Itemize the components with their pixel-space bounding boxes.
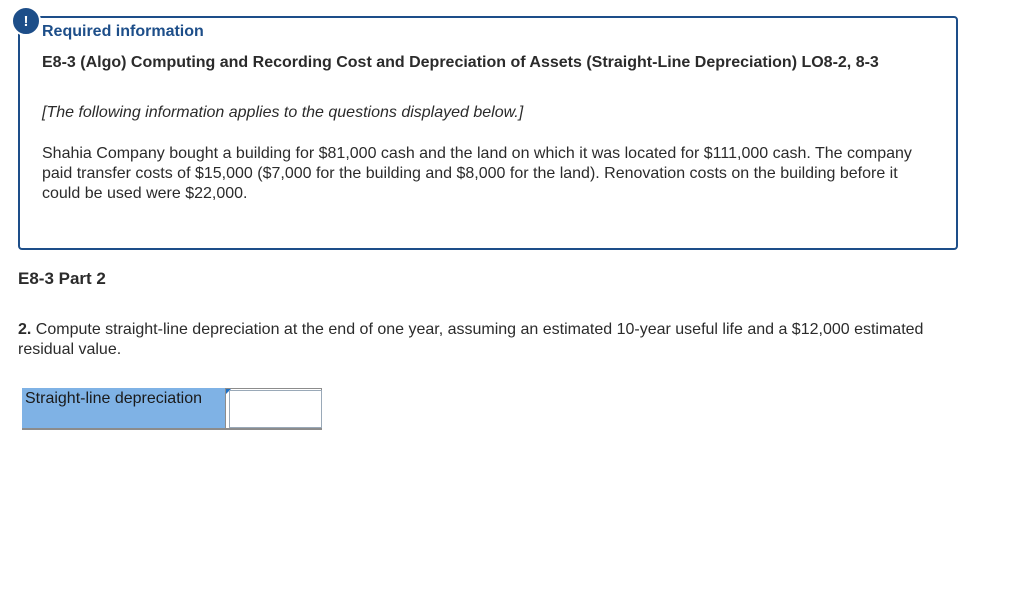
- required-info-box: [18, 16, 958, 250]
- straight-line-depreciation-label: Straight-line depreciation: [22, 388, 225, 430]
- scenario-text: Shahia Company bought a building for $81,000 cash and the land on which it was located for $111,000 cash. The company paid transfer costs of $15,000 ($7,000 for the building and $8,000 for the land). Renovation costs on the building before it could be used were $22,000.: [42, 145, 912, 202]
- required-information-title: Required information: [42, 23, 204, 40]
- answer-table: [22, 388, 322, 430]
- part-heading: E8-3 Part 2: [18, 269, 106, 288]
- answer-cell[interactable]: [225, 388, 322, 430]
- exercise-title: E8-3 (Algo) Computing and Recording Cost and Depreciation of Assets (Straight-Line Depreciation) LO8-2, 8-3: [42, 54, 879, 71]
- question-body: Compute straight-line depreciation at the end of one year, assuming an estimated 10-year useful life and a $12,000 estimated residual value.: [18, 321, 924, 358]
- question-text: [18, 320, 978, 360]
- question-number: 2.: [18, 321, 32, 338]
- exclamation-icon: !: [11, 6, 41, 36]
- applies-note: [The following information applies to the questions displayed below.]: [42, 104, 524, 121]
- straight-line-depreciation-input[interactable]: [229, 390, 322, 428]
